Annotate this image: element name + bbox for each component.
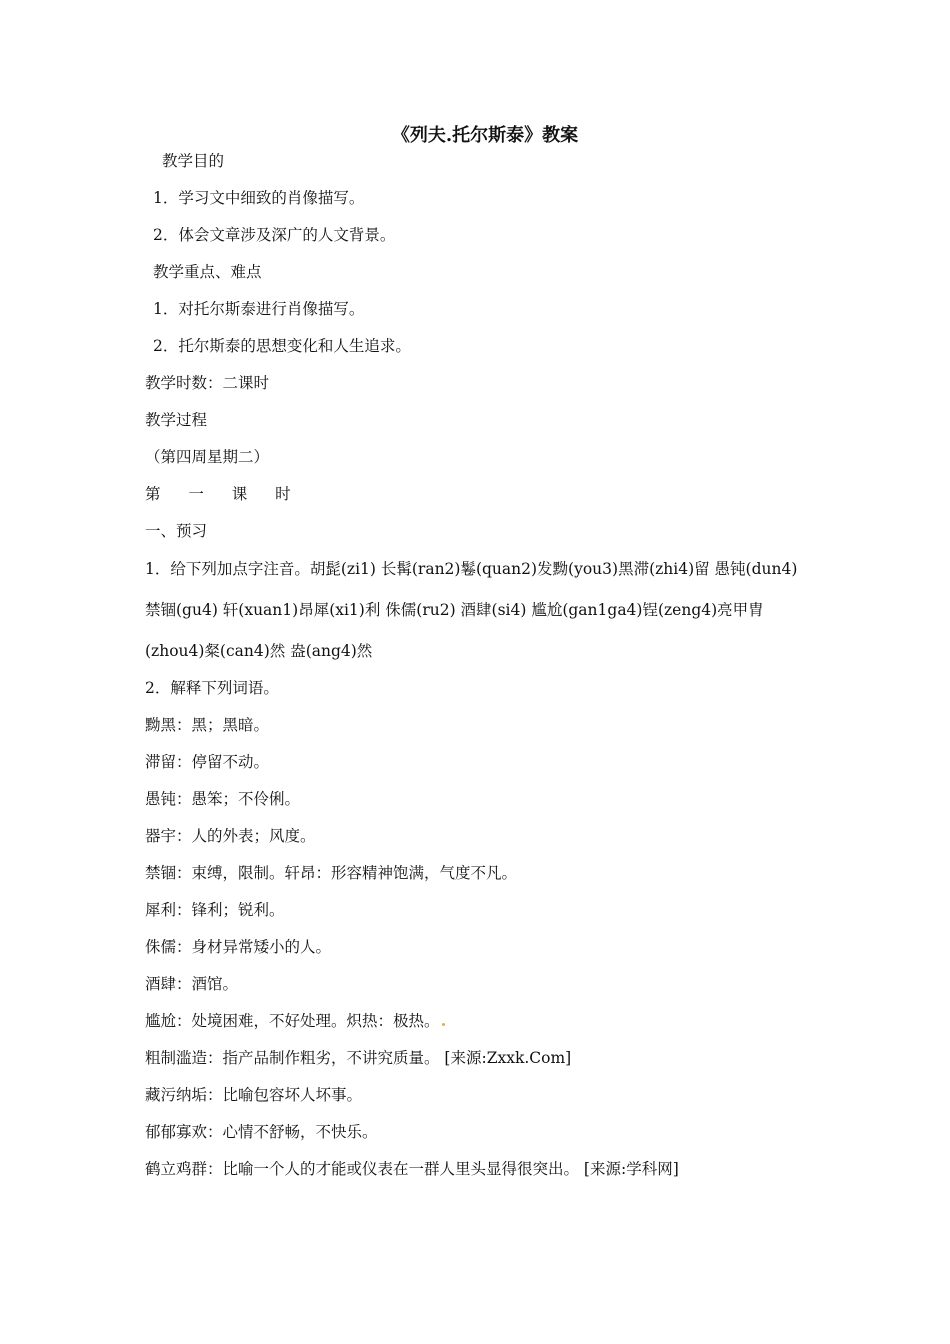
pinyin-line: 禁锢(gu4) 轩(xuan1)昂犀(xi1)利 侏儒(ru2) 酒肆(si4) 尴尬(gan1ga4)锃(zeng4)亮甲胄 [145,601,764,619]
vocab-item [145,1010,445,1032]
vocab-item: 犀利：锋利；锐利。 [145,901,285,919]
vocab-item: 鹤立鸡群：比喻一个人的才能或仪表在一群人里头显得很突出。 [来源:学科网] [145,1160,679,1178]
vocab-heading: 2．解释下列词语。 [145,679,279,697]
vocab-item: 愚钝：愚笨；不伶俐。 [145,790,301,808]
key-point-item: 1．对托尔斯泰进行肖像描写。 [153,300,365,318]
mark-dot-icon [442,1023,445,1026]
vocab-item: 滞留：停留不动。 [145,753,270,771]
vocab-item-text: 尴尬：处境困难，不好处理。炽热：极热。 [145,1012,440,1030]
teaching-hours: 教学时数：二课时 [145,374,270,392]
process-heading: 教学过程 [145,411,208,429]
vocab-item: 藏污纳垢：比喻包容坏人坏事。 [145,1086,363,1104]
goal-item: 1．学习文中细致的肖像描写。 [153,189,365,207]
vocab-item: 侏儒：身材异常矮小的人。 [145,938,332,956]
document-title: 《列夫.托尔斯泰》教案 [391,125,579,146]
pinyin-line: 1．给下列加点字注音。胡髭(zi1) 长髯(ran2)鬈(quan2)发黝(you3)黑滞(zhi4)留 愚钝(dun4) [145,560,798,578]
lesson-char: 课 [231,485,248,503]
lesson-char: 一 [188,485,204,503]
vocab-item: 郁郁寡欢：心情不舒畅，不快乐。 [145,1123,378,1141]
vocab-item: 粗制滥造：指产品制作粗劣，不讲究质量。 [来源:Zxxk.Com] [145,1049,572,1067]
lesson-label [145,483,291,505]
lesson-char: 第 [145,485,161,503]
key-heading: 教学重点、难点 [153,263,262,281]
vocab-item: 黝黑：黑；黑暗。 [145,716,270,734]
vocab-item: 禁锢：束缚，限制。轩昂：形容精神饱满，气度不凡。 [145,864,518,882]
lesson-char: 时 [275,485,291,503]
goals-heading: 教学目的 [162,152,225,170]
key-point-item: 2．托尔斯泰的思想变化和人生追求。 [153,337,411,355]
goal-item-text: 2．体会文章涉及深广的人文背景。 [153,226,396,244]
vocab-item: 器宇：人的外表；风度。 [145,827,316,845]
preview-heading: 一、预习 [145,522,208,540]
pinyin-line: (zhou4)粲(can4)然 盎(ang4)然 [145,642,373,660]
vocab-item: 酒肆：酒馆。 [145,975,239,993]
week-label: （第四周星期二） [145,448,270,466]
goal-item [153,224,395,246]
